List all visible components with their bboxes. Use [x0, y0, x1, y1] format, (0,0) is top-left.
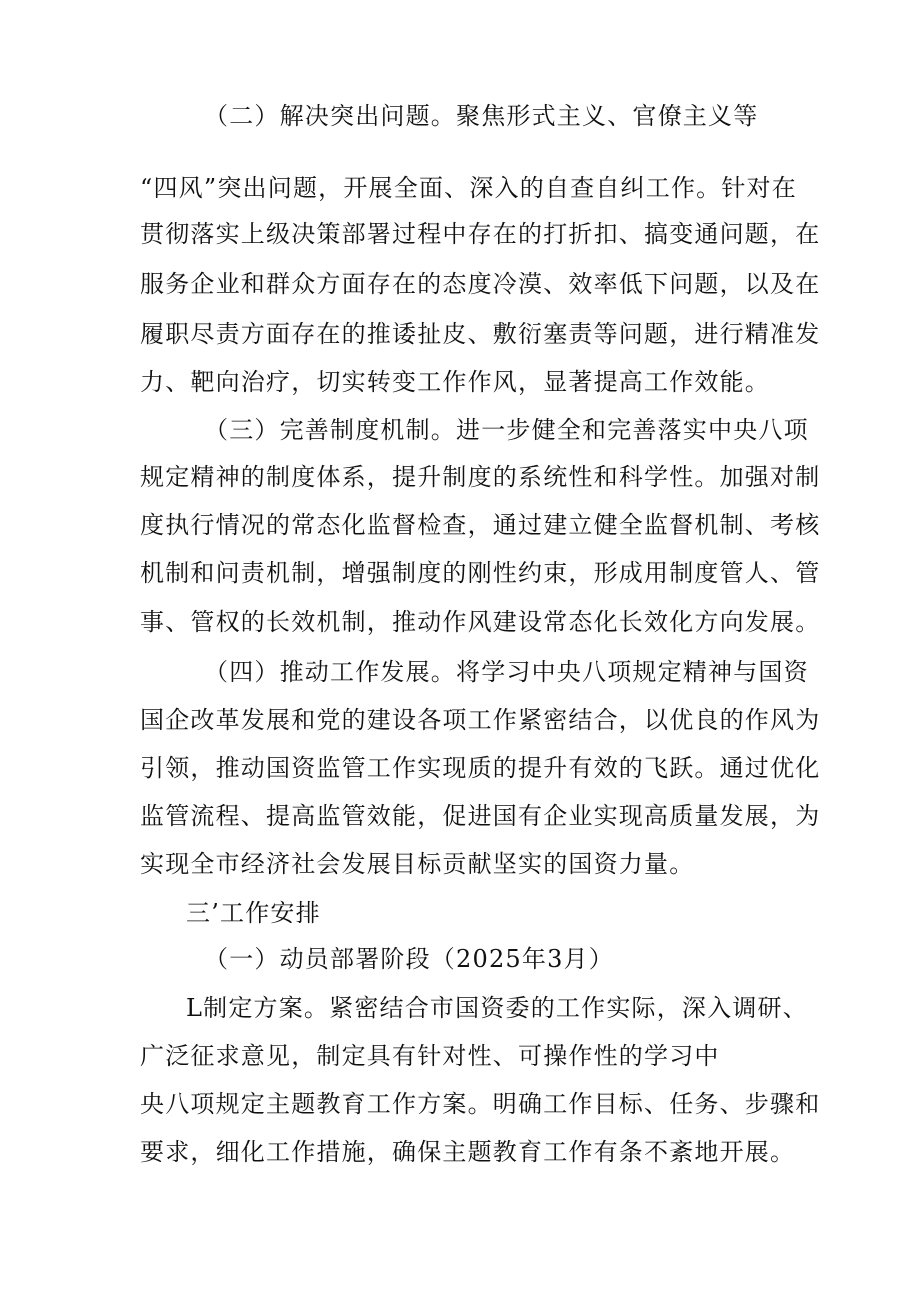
- body-line: L制定方案。紧密结合市国资委的工作实际，深入调研、: [186, 994, 808, 1022]
- body-line: 实现全市经济社会发展目标贡献坚实的国资力量。: [140, 850, 695, 878]
- body-line: 监管流程、提高监管效能，促进国有企业实现高质量发展，为: [140, 802, 821, 830]
- body-line: “四风”突出问题，开展全面、深入的自查自纠工作。针对在: [140, 174, 797, 202]
- body-line: 要求，细化工作措施，确保主题教育工作有条不紊地开展。: [140, 1138, 796, 1166]
- body-line: 履职尽责方面存在的推诿扯皮、敷衍塞责等问题，进行精准发: [140, 320, 821, 348]
- body-line: 机制和问责机制，增强制度的刚性约束，形成用制度管人、管: [140, 559, 821, 587]
- body-line: 规定精神的制度体系，提升制度的系统性和科学性。加强对制: [140, 463, 821, 491]
- body-line: 广泛征求意见，制定具有针对性、可操作性的学习中: [140, 1042, 720, 1070]
- paragraph-heading-3: （三）完善制度机制。进一步健全和完善落实中央八项: [204, 416, 809, 444]
- body-line: 事、管权的长效机制，推动作风建设常态化长效化方向发展。: [140, 608, 821, 636]
- section-heading: 三’工作安排: [186, 899, 321, 927]
- body-line: 力、靶向治疗，切实转变工作作风，显著提高工作效能。: [140, 368, 770, 396]
- subsection-heading: （一）动员部署阶段（2025年3月）: [204, 945, 614, 973]
- body-line: 央八项规定主题教育工作方案。明确工作目标、任务、步骤和: [140, 1090, 821, 1118]
- body-line: 引领，推动国资监管工作实现质的提升有效的飞跃。通过优化: [140, 754, 821, 782]
- body-line: 国企改革发展和党的建设各项工作紧密结合，以优良的作风为: [140, 706, 821, 734]
- paragraph-heading-4: （四）推动工作发展。将学习中央八项规定精神与国资: [204, 658, 809, 686]
- body-line: 度执行情况的常态化监督检查，通过建立健全监督机制、考核: [140, 511, 821, 539]
- body-line: 服务企业和群众方面存在的态度冷漠、效率低下问题，以及在: [140, 270, 821, 298]
- paragraph-heading-2: （二）解决突出问题。聚焦形式主义、官僚主义等: [204, 102, 759, 130]
- body-line: 贯彻落实上级决策部署过程中存在的打折扣、搞变通问题，在: [140, 220, 821, 248]
